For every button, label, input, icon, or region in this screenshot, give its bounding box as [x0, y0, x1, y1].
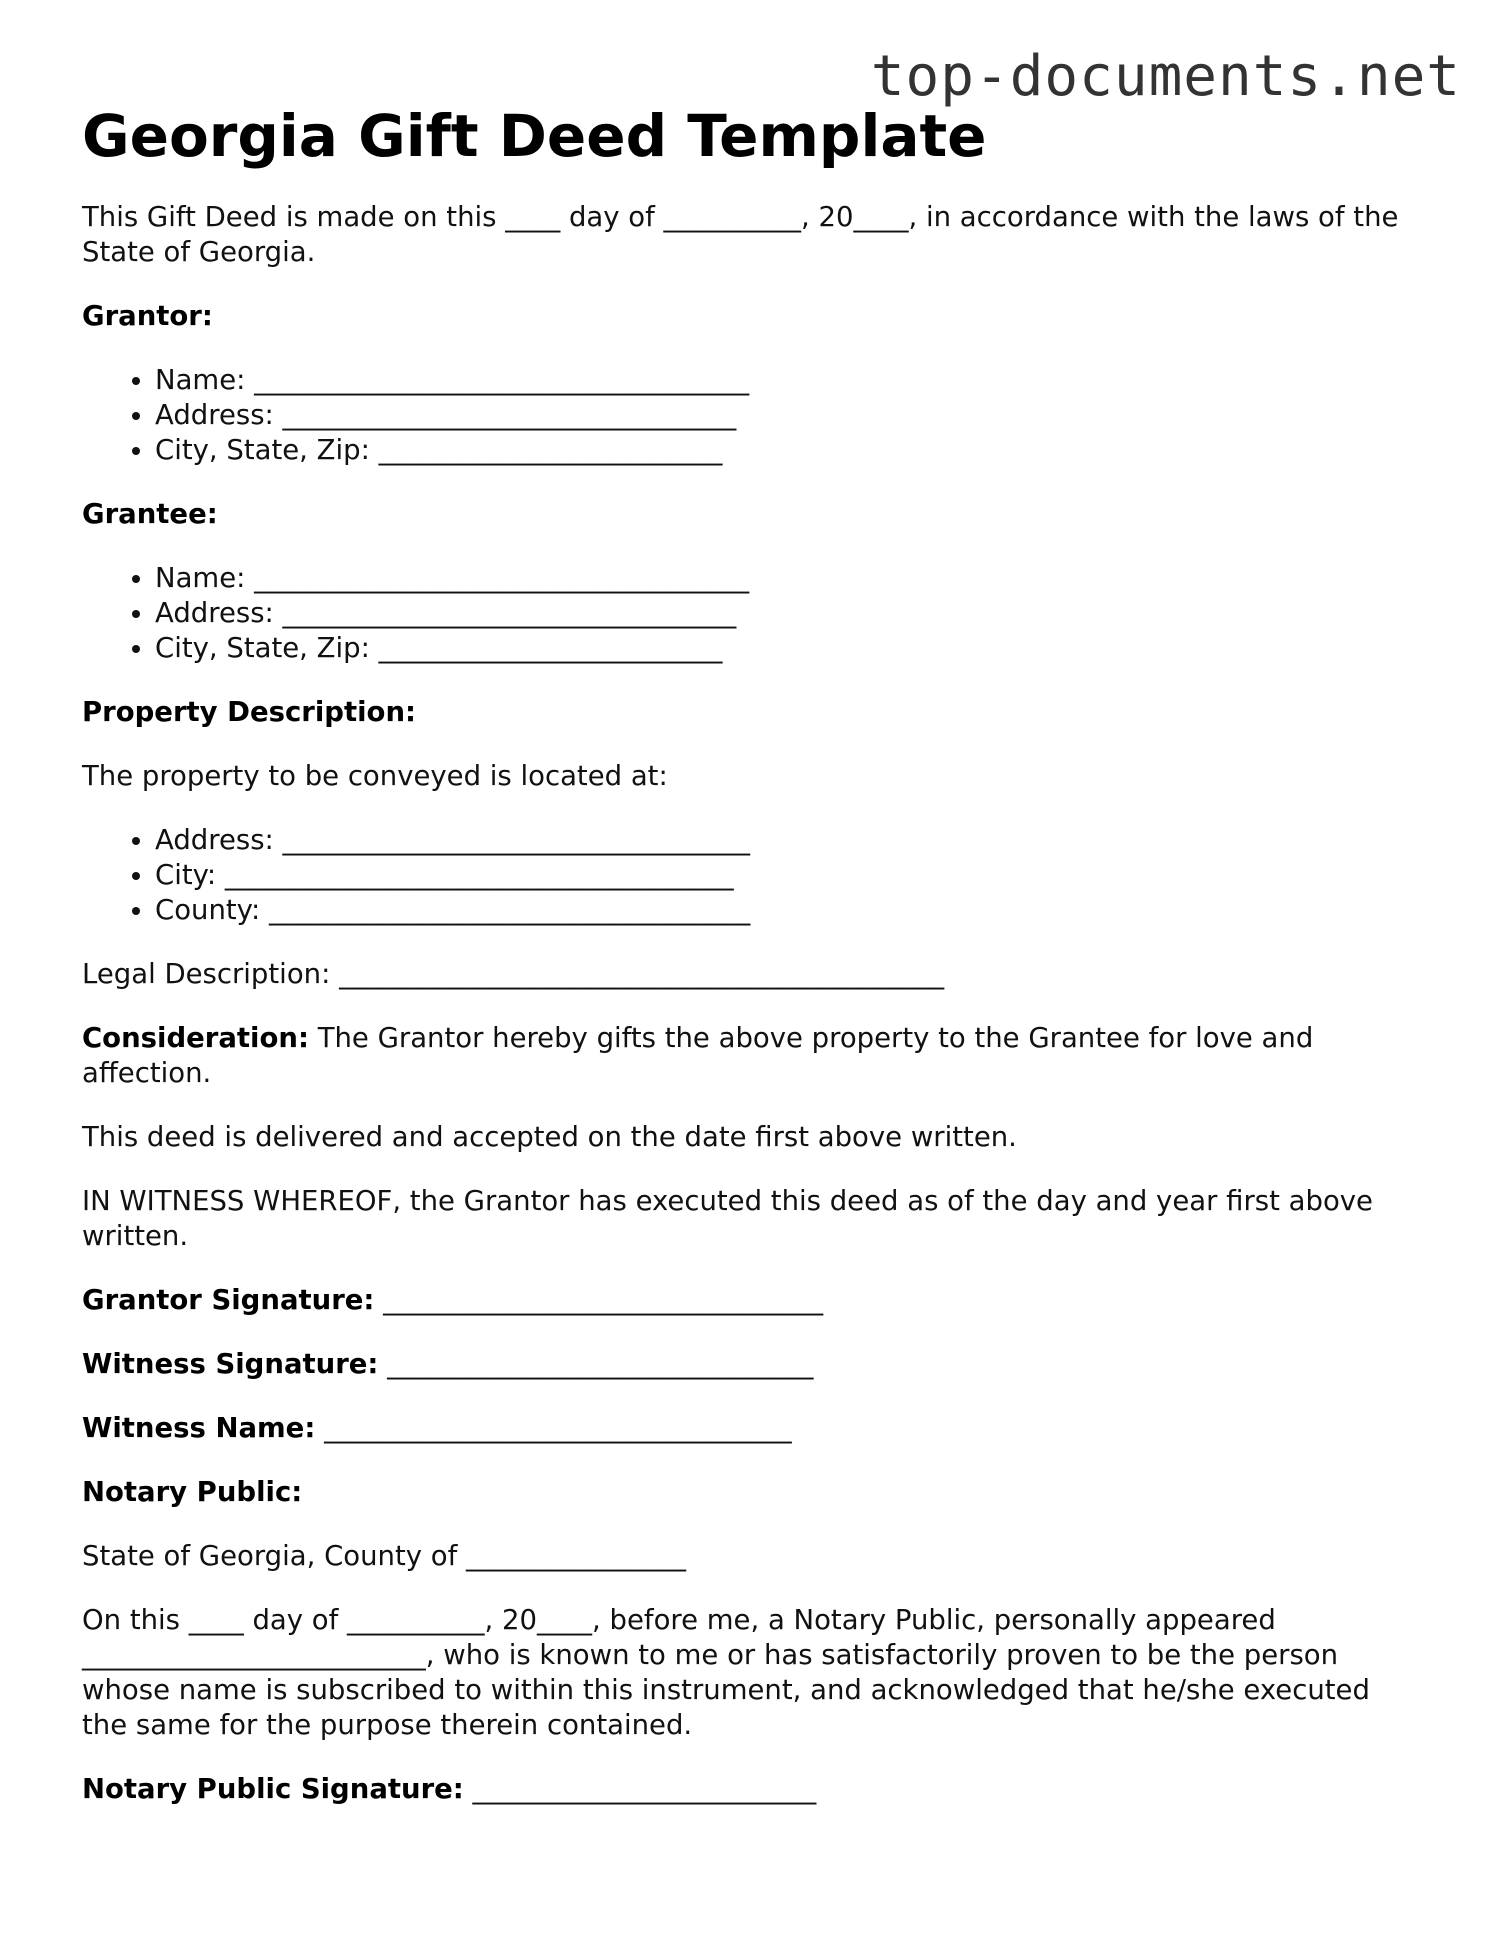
- grantee-name-field: • Name: ____________________________________: [155, 561, 1412, 596]
- notary-county: State of Georgia, County of ________________: [82, 1540, 687, 1572]
- witness-name-line: [82, 1411, 1412, 1446]
- intro-paragraph: This Gift Deed is made on this ____ day of __________, 20____, in accordance with the laws of the State of Georgia.: [82, 201, 1399, 268]
- property-intro: The property to be conveyed is located at:: [82, 760, 668, 792]
- grantee-fields: [82, 561, 1412, 666]
- notary-heading: Notary Public:: [82, 1476, 303, 1508]
- watermark: top-documents.net: [870, 44, 1461, 109]
- property-city-field: • City: _____________________________________: [155, 858, 1412, 893]
- consideration-label: Consideration:: [82, 1022, 309, 1054]
- grantor-heading: Grantor:: [82, 300, 213, 332]
- witness-name-label: Witness Name:: [82, 1412, 316, 1444]
- document-body: [82, 100, 1412, 1836]
- grantor-signature-blank: ________________________________: [374, 1284, 824, 1316]
- witness-signature-label: Witness Signature:: [82, 1348, 379, 1380]
- grantee-address-field: • Address: _________________________________: [155, 596, 1412, 631]
- notary-signature-blank: _________________________: [463, 1773, 817, 1805]
- consideration-text: The Grantor hereby gifts the above property to the Grantee for love and affection.: [82, 1022, 1314, 1089]
- property-address-field: • Address: __________________________________: [155, 823, 1412, 858]
- property-heading: Property Description:: [82, 696, 417, 728]
- grantor-signature-label: Grantor Signature:: [82, 1284, 375, 1316]
- grantor-signature-line: [82, 1283, 1412, 1318]
- grantee-city-state-zip-field: • City, State, Zip: _________________________: [155, 631, 1412, 666]
- consideration-paragraph: [82, 1021, 1412, 1091]
- notary-signature-line: [82, 1772, 1412, 1807]
- witness-clause: IN WITNESS WHEREOF, the Grantor has executed this deed as of the day and year first above written.: [82, 1185, 1373, 1252]
- notary-signature-label: Notary Public Signature:: [82, 1773, 464, 1805]
- grantee-heading: Grantee:: [82, 498, 218, 530]
- grantor-city-state-zip-field: • City, State, Zip: _________________________: [155, 433, 1412, 468]
- witness-signature-blank: _______________________________: [378, 1348, 814, 1380]
- grantor-address-field: • Address: _________________________________: [155, 398, 1412, 433]
- witness-name-blank: __________________________________: [315, 1412, 792, 1444]
- property-fields: [82, 823, 1412, 928]
- page-title: Georgia Gift Deed Template: [82, 102, 987, 170]
- witness-signature-line: [82, 1347, 1412, 1382]
- grantor-fields: [82, 363, 1412, 468]
- property-county-field: • County: ___________________________________: [155, 893, 1412, 928]
- legal-description-field: Legal Description: ____________________________________________: [82, 958, 945, 990]
- notary-acknowledgment: On this ____ day of __________, 20____, before me, a Notary Public, personally appeared _________________________, who is known to me or has satisfactorily proven to be the person whose name is subscribed to within this instrument, and acknowledged that he/she executed the same for the purpose therein contained.: [82, 1604, 1370, 1741]
- grantor-name-field: • Name: ____________________________________: [155, 363, 1412, 398]
- delivery-paragraph: This deed is delivered and accepted on the date first above written.: [82, 1121, 1017, 1153]
